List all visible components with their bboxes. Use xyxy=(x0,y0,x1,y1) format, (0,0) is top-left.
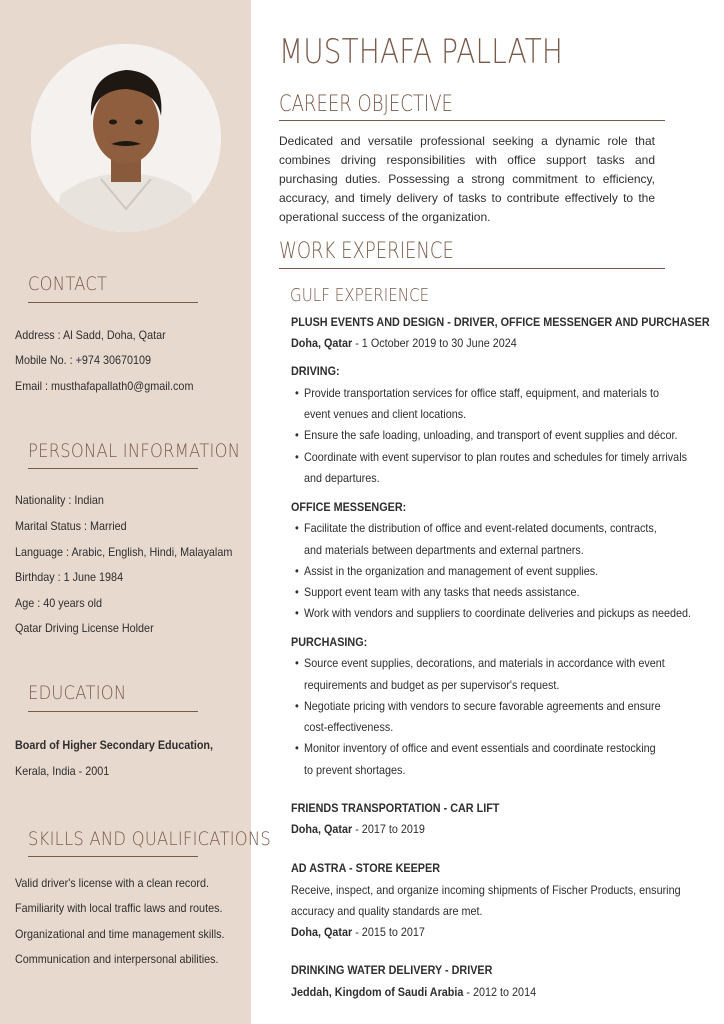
skills-divider xyxy=(28,856,198,857)
list-item-continuation: and departures. xyxy=(304,471,380,485)
list-item: • Support event team with any tasks that needs assistance. xyxy=(295,585,580,599)
work-divider xyxy=(279,268,665,269)
adastra-meta xyxy=(291,925,425,939)
list-item: • Monitor inventory of office and event essentials and coordinate restocking xyxy=(295,741,656,755)
personal-birthday: Birthday : 1 June 1984 xyxy=(15,570,124,584)
adastra-location: Doha, Qatar xyxy=(291,925,353,939)
adastra-desc: accuracy and quality standards are met. xyxy=(291,904,483,918)
list-item-continuation: to prevent shortages. xyxy=(304,763,406,777)
friends-dates: - 2017 to 2019 xyxy=(352,822,425,836)
list-item: • Work with vendors and suppliers to coordinate deliveries and pickups as needed. xyxy=(295,606,692,620)
personal-heading: PERSONAL INFORMATION xyxy=(28,440,241,462)
plush-title: PLUSH EVENTS AND DESIGN - DRIVER, OFFICE MESSENGER AND PURCHASER xyxy=(291,315,710,329)
education-board: Board of Higher Secondary Education, xyxy=(15,738,214,752)
objective-heading: CAREER OBJECTIVE xyxy=(279,92,453,117)
skill-item: Valid driver's license with a clean record. xyxy=(15,876,209,890)
list-item-continuation: cost-effectiveness. xyxy=(304,720,394,734)
skills-heading: SKILLS AND QUALIFICATIONS xyxy=(28,828,272,850)
water-title: DRINKING WATER DELIVERY - DRIVER xyxy=(291,963,493,977)
objective-text: Dedicated and versatile professional seeking a dynamic role that combines driving responsibilities with office support tasks and purchasing duties. Possessing a strong commitment to efficiency, accuracy, and timely delivery of tasks to contribute effectively to the operational success of the organization. xyxy=(279,134,655,224)
friends-meta xyxy=(291,822,425,836)
plush-location: Doha, Qatar xyxy=(291,336,353,350)
education-divider xyxy=(28,711,198,712)
objective-divider xyxy=(279,120,665,121)
personal-marital: Marital Status : Married xyxy=(15,519,127,533)
personal-age: Age : 40 years old xyxy=(15,596,103,610)
friends-title: FRIENDS TRANSPORTATION - CAR LIFT xyxy=(291,801,500,815)
education-heading: EDUCATION xyxy=(28,682,127,704)
purchasing-heading: PURCHASING: xyxy=(291,635,368,649)
adastra-dates: - 2015 to 2017 xyxy=(352,925,425,939)
education-place: Kerala, India - 2001 xyxy=(15,764,110,778)
skill-item: Communication and interpersonal abilities. xyxy=(15,952,219,966)
list-item: • Negotiate pricing with vendors to secure favorable agreements and ensure xyxy=(295,699,661,713)
list-item-continuation: and materials between departments and external partners. xyxy=(304,543,584,557)
gulf-heading: GULF EXPERIENCE xyxy=(290,285,430,306)
driving-heading: DRIVING: xyxy=(291,364,340,378)
plush-dates: - 1 October 2019 to 30 June 2024 xyxy=(352,336,517,350)
profile-photo xyxy=(31,44,221,232)
adastra-desc: Receive, inspect, and organize incoming shipments of Fischer Products, ensuring xyxy=(291,883,681,897)
contact-address: Address : Al Sadd, Doha, Qatar xyxy=(15,328,166,342)
candidate-name: MUSTHAFA PALLATH xyxy=(279,32,563,72)
contact-heading: CONTACT xyxy=(28,273,108,295)
list-item: • Facilitate the distribution of office and event-related documents, contracts, xyxy=(295,521,657,535)
contact-mobile: Mobile No. : +974 30670109 xyxy=(15,353,152,367)
work-heading: WORK EXPERIENCE xyxy=(279,239,454,264)
personal-divider xyxy=(28,468,198,469)
personal-license: Qatar Driving License Holder xyxy=(15,621,154,635)
list-item: • Assist in the organization and management of event supplies. xyxy=(295,564,599,578)
list-item: • Ensure the safe loading, unloading, and transport of event supplies and décor. xyxy=(295,428,678,442)
list-item-continuation: event venues and client locations. xyxy=(304,407,467,421)
contact-divider xyxy=(28,302,198,303)
sidebar xyxy=(0,0,272,1024)
plush-meta xyxy=(291,336,517,350)
friends-location: Doha, Qatar xyxy=(291,822,353,836)
list-item: • Provide transportation services for office staff, equipment, and materials to xyxy=(295,386,659,400)
water-dates: - 2012 to 2014 xyxy=(463,985,537,999)
list-item: • Source event supplies, decorations, and materials in accordance with event xyxy=(295,656,665,670)
skill-item: Organizational and time management skills. xyxy=(15,927,225,941)
list-item-continuation: requirements and budget as per supervisor's request. xyxy=(304,678,560,692)
skill-item: Familiarity with local traffic laws and routes. xyxy=(15,901,223,915)
personal-language: Language : Arabic, English, Hindi, Malayalam xyxy=(15,545,233,559)
water-location: Jeddah, Kingdom of Saudi Arabia xyxy=(291,985,464,999)
water-meta xyxy=(291,985,536,999)
contact-email[interactable]: Email : musthafapallath0@gmail.com xyxy=(15,379,194,393)
adastra-title: AD ASTRA - STORE KEEPER xyxy=(291,861,441,875)
personal-nationality: Nationality : Indian xyxy=(15,493,104,507)
list-item: • Coordinate with event supervisor to plan routes and schedules for timely arrivals xyxy=(295,450,687,464)
messenger-heading: OFFICE MESSENGER: xyxy=(291,500,407,514)
